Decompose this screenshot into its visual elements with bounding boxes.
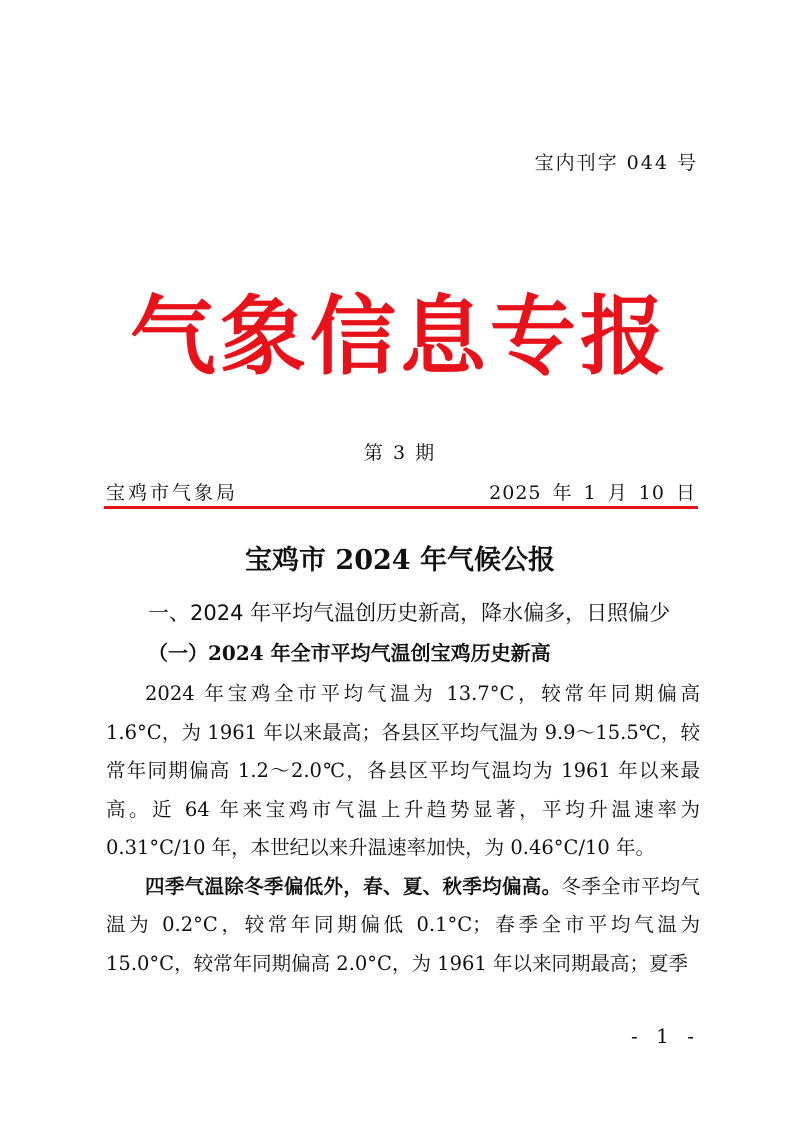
issue-number: 第 3 期: [363, 442, 437, 464]
paragraph-lead-bold: 四季气温除冬季偏低外，春、夏、秋季均偏高。: [145, 874, 562, 898]
paragraph-temperature: 2024 年宝鸡全市平均气温为 13.7°C，较常年同期偏高 1.6°C，为 1961 年以来最高；各县区平均气温为 9.9～15.5℃，较常年同期偏高 1.2～2.0℃，各县区平均气温均为 1961 年以来最高。近 64 年来宝鸡市气温上升趋势显著，平均升温速率为 0.31°C/10 年，本世纪以来升温速率加快，为 0.46°C/10 年。: [106, 682, 700, 859]
article-body: [106, 675, 700, 983]
paragraph-seasons-text: 冬季全市平均气温为 0.2°C，较常年同期偏低 0.1°C；春季全市平均气温为 15.0°C，较常年同期偏高 2.0°C，为 1961 年以来同期最高；夏季: [106, 874, 700, 975]
page-number: - 1 -: [631, 1024, 700, 1048]
issue-date: 2025 年 1 月 10 日: [489, 482, 696, 504]
subsection-heading: （一）2024 年全市平均气温创宝鸡历史新高: [148, 641, 551, 665]
section-heading: 一、2024 年平均气温创历史新高，降水偏多，日照偏少: [148, 601, 671, 625]
red-divider-line: [104, 506, 698, 509]
masthead-title: 气象信息专报: [130, 286, 670, 387]
issuer-name: 宝鸡市气象局: [106, 482, 239, 504]
article-title: 宝鸡市 2024 年气候公报: [245, 545, 555, 576]
paragraph-seasons: [106, 868, 700, 984]
document-reference-number: 宝内刊字 044 号: [534, 152, 698, 174]
